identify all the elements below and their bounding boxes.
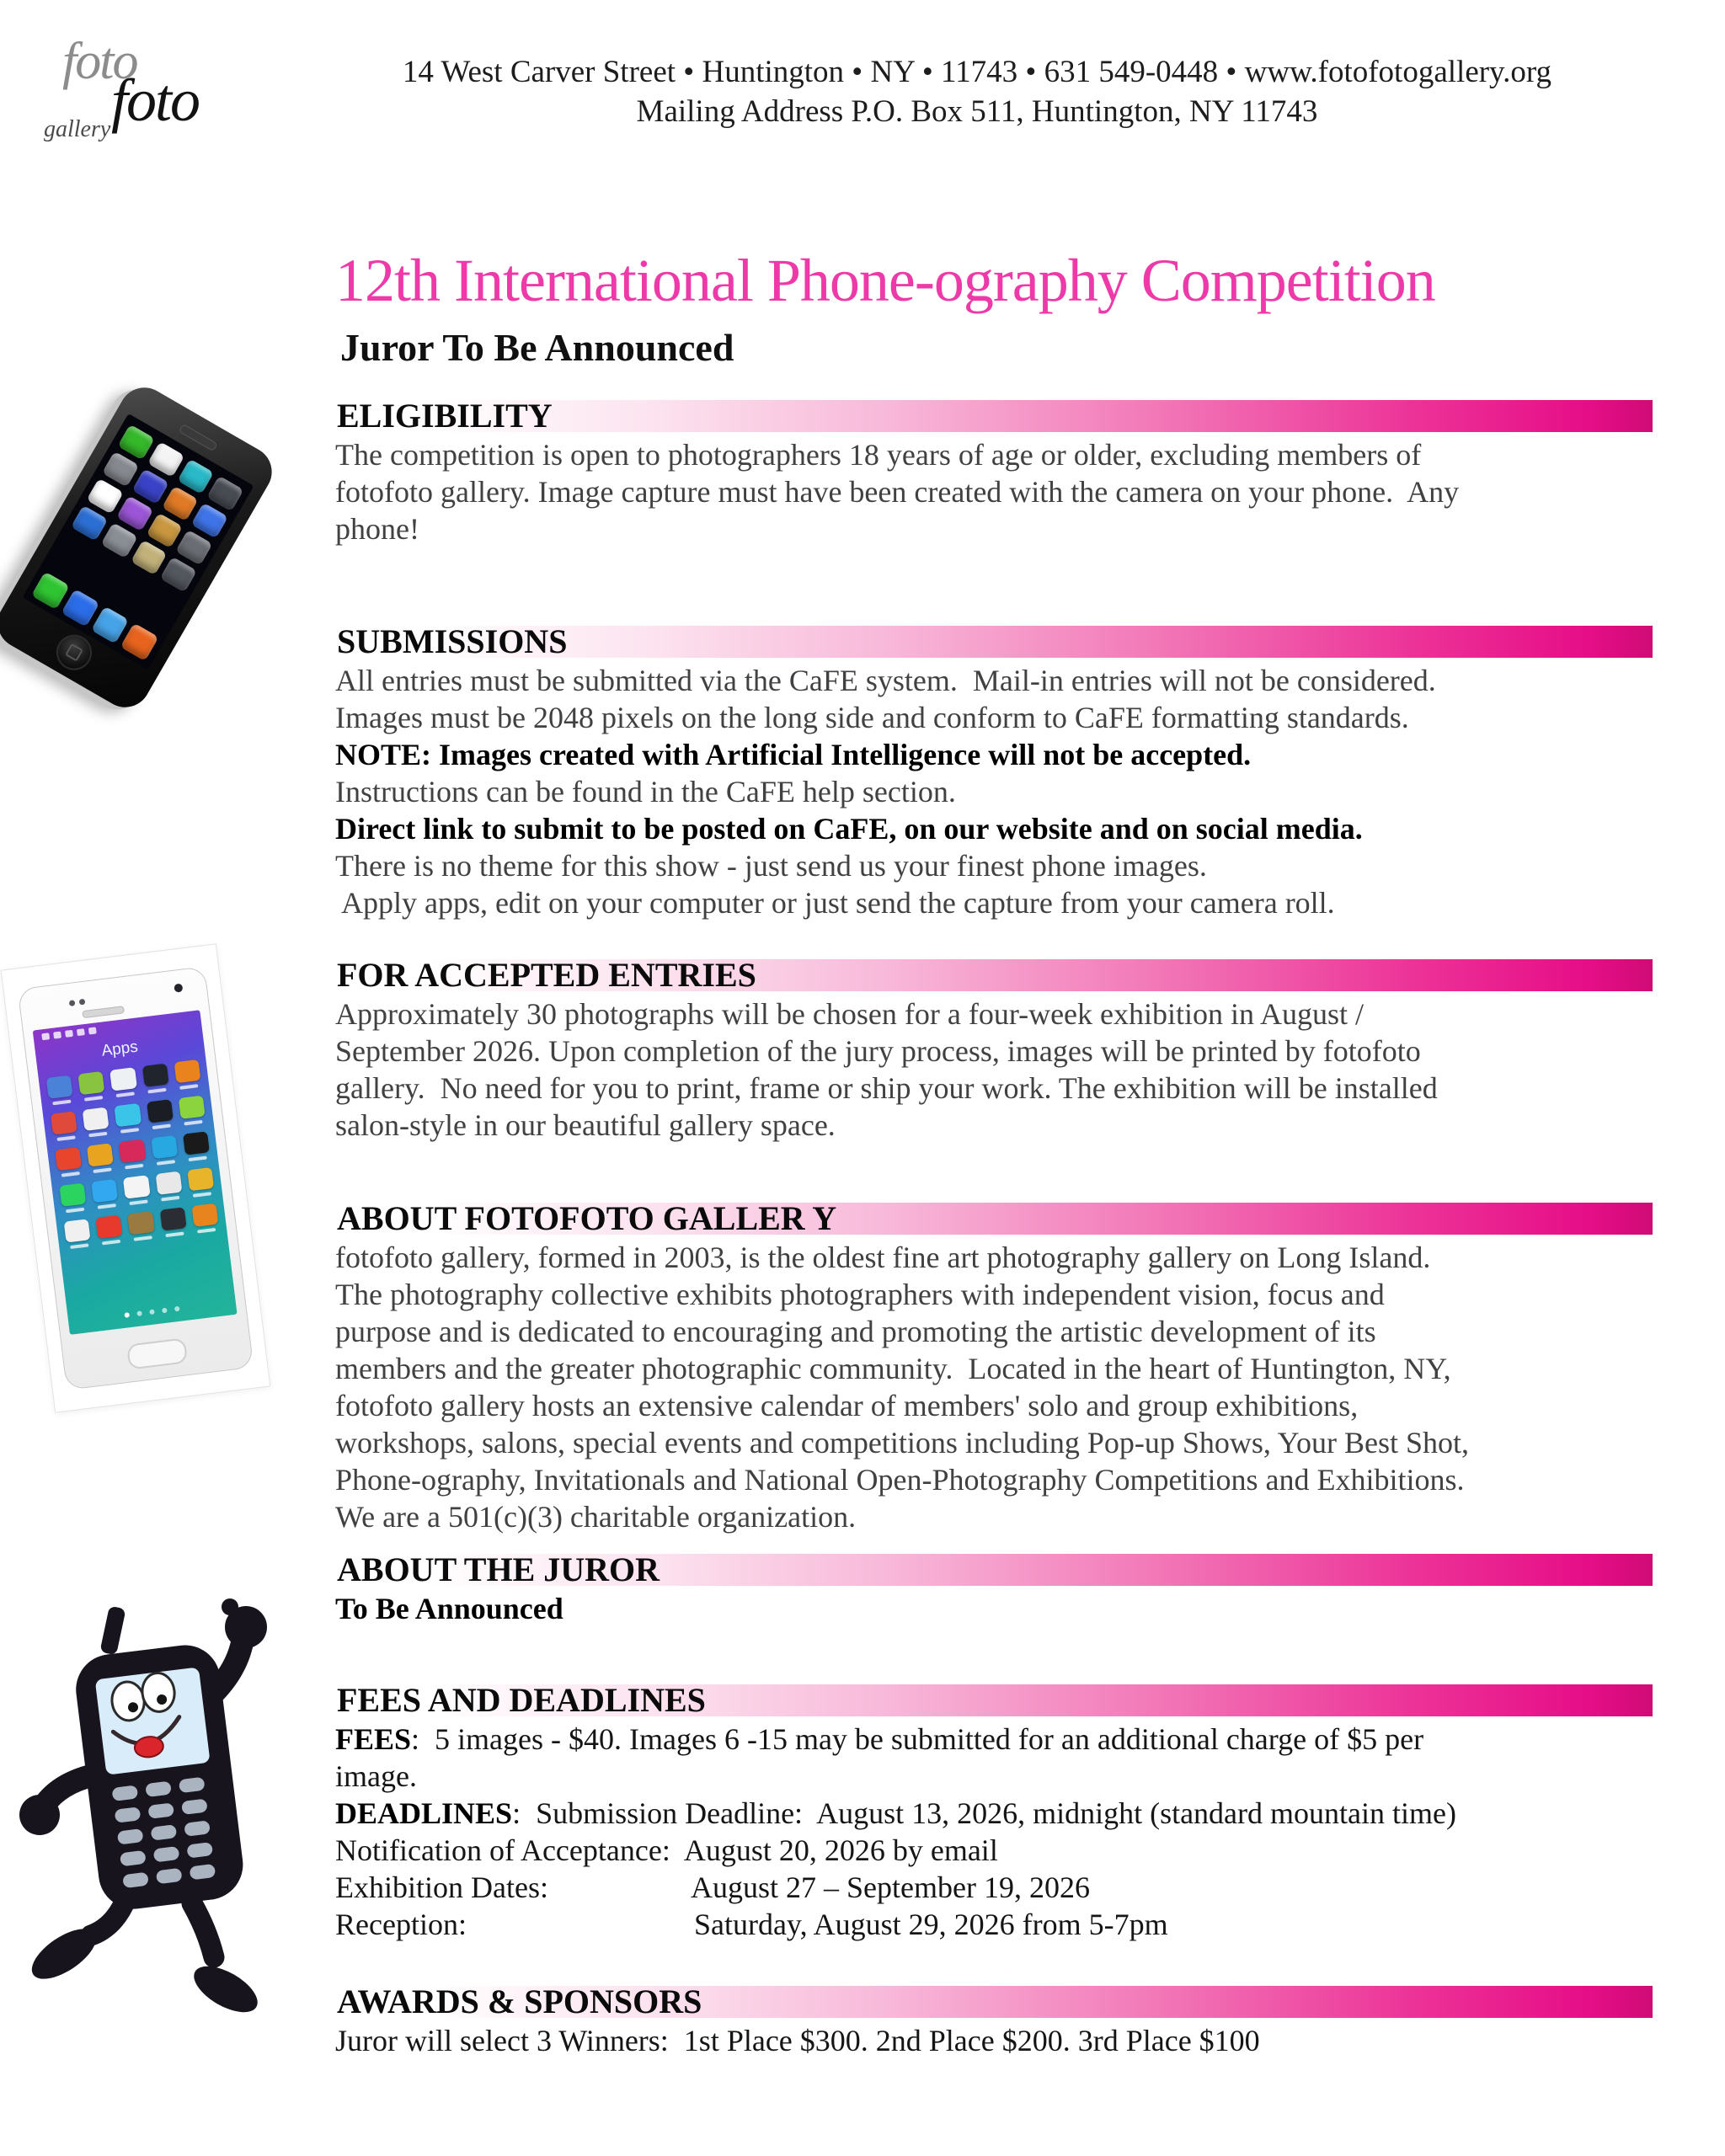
iphone-dock [31,572,159,662]
section-heading: ABOUT FOTOFOTO GALLER Y [337,1199,837,1237]
text-line: Juror will select 3 Winners: 1st Place $300. 2nd Place $200. 3rd Place $100 [335,2024,1260,2057]
app-icon [31,572,70,610]
section-body [335,436,1653,547]
section-awards-sponsors [335,1983,1653,2059]
text-line: All entries must be submitted via the CaFE system. Mail-in entries will not be considered. [335,664,1436,697]
section-accepted-entries [335,956,1653,1144]
section-body [335,995,1653,1144]
pink-gradient-bar [335,1681,1653,1719]
text-line: gallery. No need for you to print, frame or ship your work. The exhibition will be installed [335,1071,1438,1105]
app-icon [100,522,137,558]
app-icon [147,441,184,478]
app-icon [127,1211,154,1235]
section-eligibility [335,397,1653,547]
text-line: Images must be 2048 pixels on the long side and conform to CaFE formatting standards. [335,701,1409,734]
text-line: To Be Announced [335,1592,563,1625]
app-icon [179,1096,206,1119]
app-icon [177,458,214,494]
app-icon [86,478,123,515]
app-icon [155,1171,182,1195]
text-line: Apply apps, edit on your computer or just send the capture from your camera roll. [335,886,1335,920]
text-line: image. [335,1759,417,1793]
text-line: purpose and is dedicated to encouraging and promoting the artistic development of its [335,1315,1376,1348]
section-heading: FOR ACCEPTED ENTRIES [337,956,756,994]
section-body [335,1590,1653,1627]
app-icon [162,485,199,521]
text-line: Instructions can be found in the CaFE help section. [335,775,956,808]
page-dots [124,1306,179,1318]
pink-gradient-bar [335,1199,1653,1237]
cartoon-phone-svg [12,1593,281,2078]
app-icon [102,451,139,488]
pink-gradient-bar [335,1550,1653,1588]
sensor-dot [69,1000,76,1006]
app-icon [191,503,228,539]
app-icon [117,424,154,461]
app-icon [71,505,108,542]
smartphone-app-grid [46,1059,219,1243]
app-icon [61,589,99,627]
smartphone-home-button [126,1337,188,1369]
section-body [335,2022,1653,2059]
text-line: fotofoto gallery hosts an extensive calendar of members' solo and group exhibitions, [335,1389,1359,1422]
app-icon [46,1075,73,1099]
section-heading: AWARDS & SPONSORS [337,1983,702,2020]
speaker-grille [82,1006,125,1018]
text-line: Approximately 30 photographs will be chosen for a four-week exhibition in August / [335,997,1365,1031]
app-icon [206,476,243,512]
app-icon [147,1099,174,1123]
smartphone-screen [33,1010,238,1335]
text-line: Notification of Acceptance: August 20, 2026 by email [335,1833,998,1867]
app-icon [131,468,168,504]
camera-icon [174,984,183,993]
text-line: Phone-ography, Invitationals and National Open-Photography Competitions and Exhibitions. [335,1463,1465,1497]
app-icon [96,1215,123,1239]
text-line: Direct link to submit to be posted on CaFE, on our website and on social media. [335,812,1363,846]
section-body [335,1721,1653,1943]
iphone-app-grid [71,424,244,593]
logo-foto-black: foto [111,67,200,134]
header-address [253,52,1701,131]
text-line: There is no theme for this show - just send us your finest phone images. [335,849,1207,883]
iphone-photo [7,377,268,748]
pink-gradient-bar [335,397,1653,435]
app-icon [160,557,197,593]
app-icon [159,1207,186,1230]
app-icon [78,1071,105,1095]
app-icon [64,1219,91,1242]
text-line: fotofoto gallery, formed in 2003, is the oldest fine art photography gallery on Long Island. [335,1241,1431,1274]
section-heading: ELIGIBILITY [337,397,553,435]
app-icon [83,1107,109,1131]
text-line: Exhibition Dates: August 27 – September 19, 2026 [335,1870,1090,1904]
sensor-dot [79,999,86,1006]
address-line-2: Mailing Address P.O. Box 511, Huntington, NY 11743 [636,94,1318,129]
text-line: members and the greater photographic community. Located in the heart of Huntington, NY, [335,1352,1451,1385]
section-body [335,1239,1653,1535]
cartoon-phone-illustration [12,1593,281,2078]
section-heading: FEES AND DEADLINES [337,1681,706,1719]
text-line: Reception: Saturday, August 29, 2026 from 5-7pm [335,1908,1168,1941]
text-line: workshops, salons, special events and competitions including Pop-up Shows, Your Best Shot, [335,1426,1469,1460]
logo-gallery: gallery [44,116,111,142]
photo-frame [1,943,271,1412]
logo-foto-gray: foto [62,33,137,90]
app-icon [131,539,168,575]
text-line: fotofoto gallery. Image capture must have been created with the camera on your phone. Any [335,475,1460,509]
text-line: September 2026. Upon completion of the jury process, images will be printed by fotofoto [335,1034,1421,1068]
pink-gradient-bar [335,1983,1653,2020]
smartphone-photo [8,950,270,1409]
text-line: FEES: 5 images - $40. Images 6 -15 may be submitted for an additional charge of $5 per [335,1722,1424,1756]
app-icon [59,1183,86,1207]
apps-screen-label: Apps [100,1038,139,1060]
section-fees-deadlines [335,1681,1653,1943]
app-icon [151,1135,178,1159]
section-heading: ABOUT THE JUROR [337,1550,660,1588]
app-icon [91,606,130,643]
address-line-1: 14 West Carver Street • Huntington • NY • 11743 • 631 549-0448 • www.fotofotogallery.org [402,55,1552,89]
text-line: NOTE: Images created with Artificial Intelligence will not be accepted. [335,738,1252,771]
section-about-gallery [335,1199,1653,1535]
section-body [335,662,1653,921]
app-icon [187,1167,214,1191]
text-line: The competition is open to photographers 18 years of age or older, excluding members of [335,438,1422,472]
app-icon [120,623,159,661]
text-line: We are a 501(c)(3) charitable organization. [335,1500,857,1534]
app-icon [110,1067,137,1091]
section-submissions [335,622,1653,921]
iphone-body [0,378,281,716]
pink-gradient-bar [335,622,1653,660]
cartoon-body [72,1641,247,1913]
app-icon [174,1059,200,1083]
section-heading: SUBMISSIONS [337,622,568,660]
text-line: salon-style in our beautiful gallery space. [335,1108,836,1142]
app-icon [116,495,153,531]
app-icon [91,1179,118,1203]
text-line: phone! [335,512,419,546]
app-icon [191,1203,218,1227]
app-icon [175,530,212,566]
app-icon [142,1064,168,1087]
section-about-juror [335,1550,1653,1627]
app-icon [146,512,183,548]
app-icon [55,1147,82,1171]
app-icon [123,1175,150,1198]
smartphone-body [18,966,254,1390]
app-icon [87,1143,114,1166]
pink-gradient-bar [335,956,1653,994]
page-title: 12th International Phone-ography Competition [335,247,1435,314]
text-line: DEADLINES: Submission Deadline: August 13, 2026, midnight (standard mountain time) [335,1796,1456,1830]
app-icon [51,1111,77,1134]
app-icon [119,1139,146,1163]
app-icon [183,1131,210,1155]
iphone-screen [23,414,254,670]
app-icon [115,1103,142,1127]
page-subtitle: Juror To Be Announced [340,326,734,369]
text-line: The photography collective exhibits photographers with independent vision, focus and [335,1278,1385,1311]
